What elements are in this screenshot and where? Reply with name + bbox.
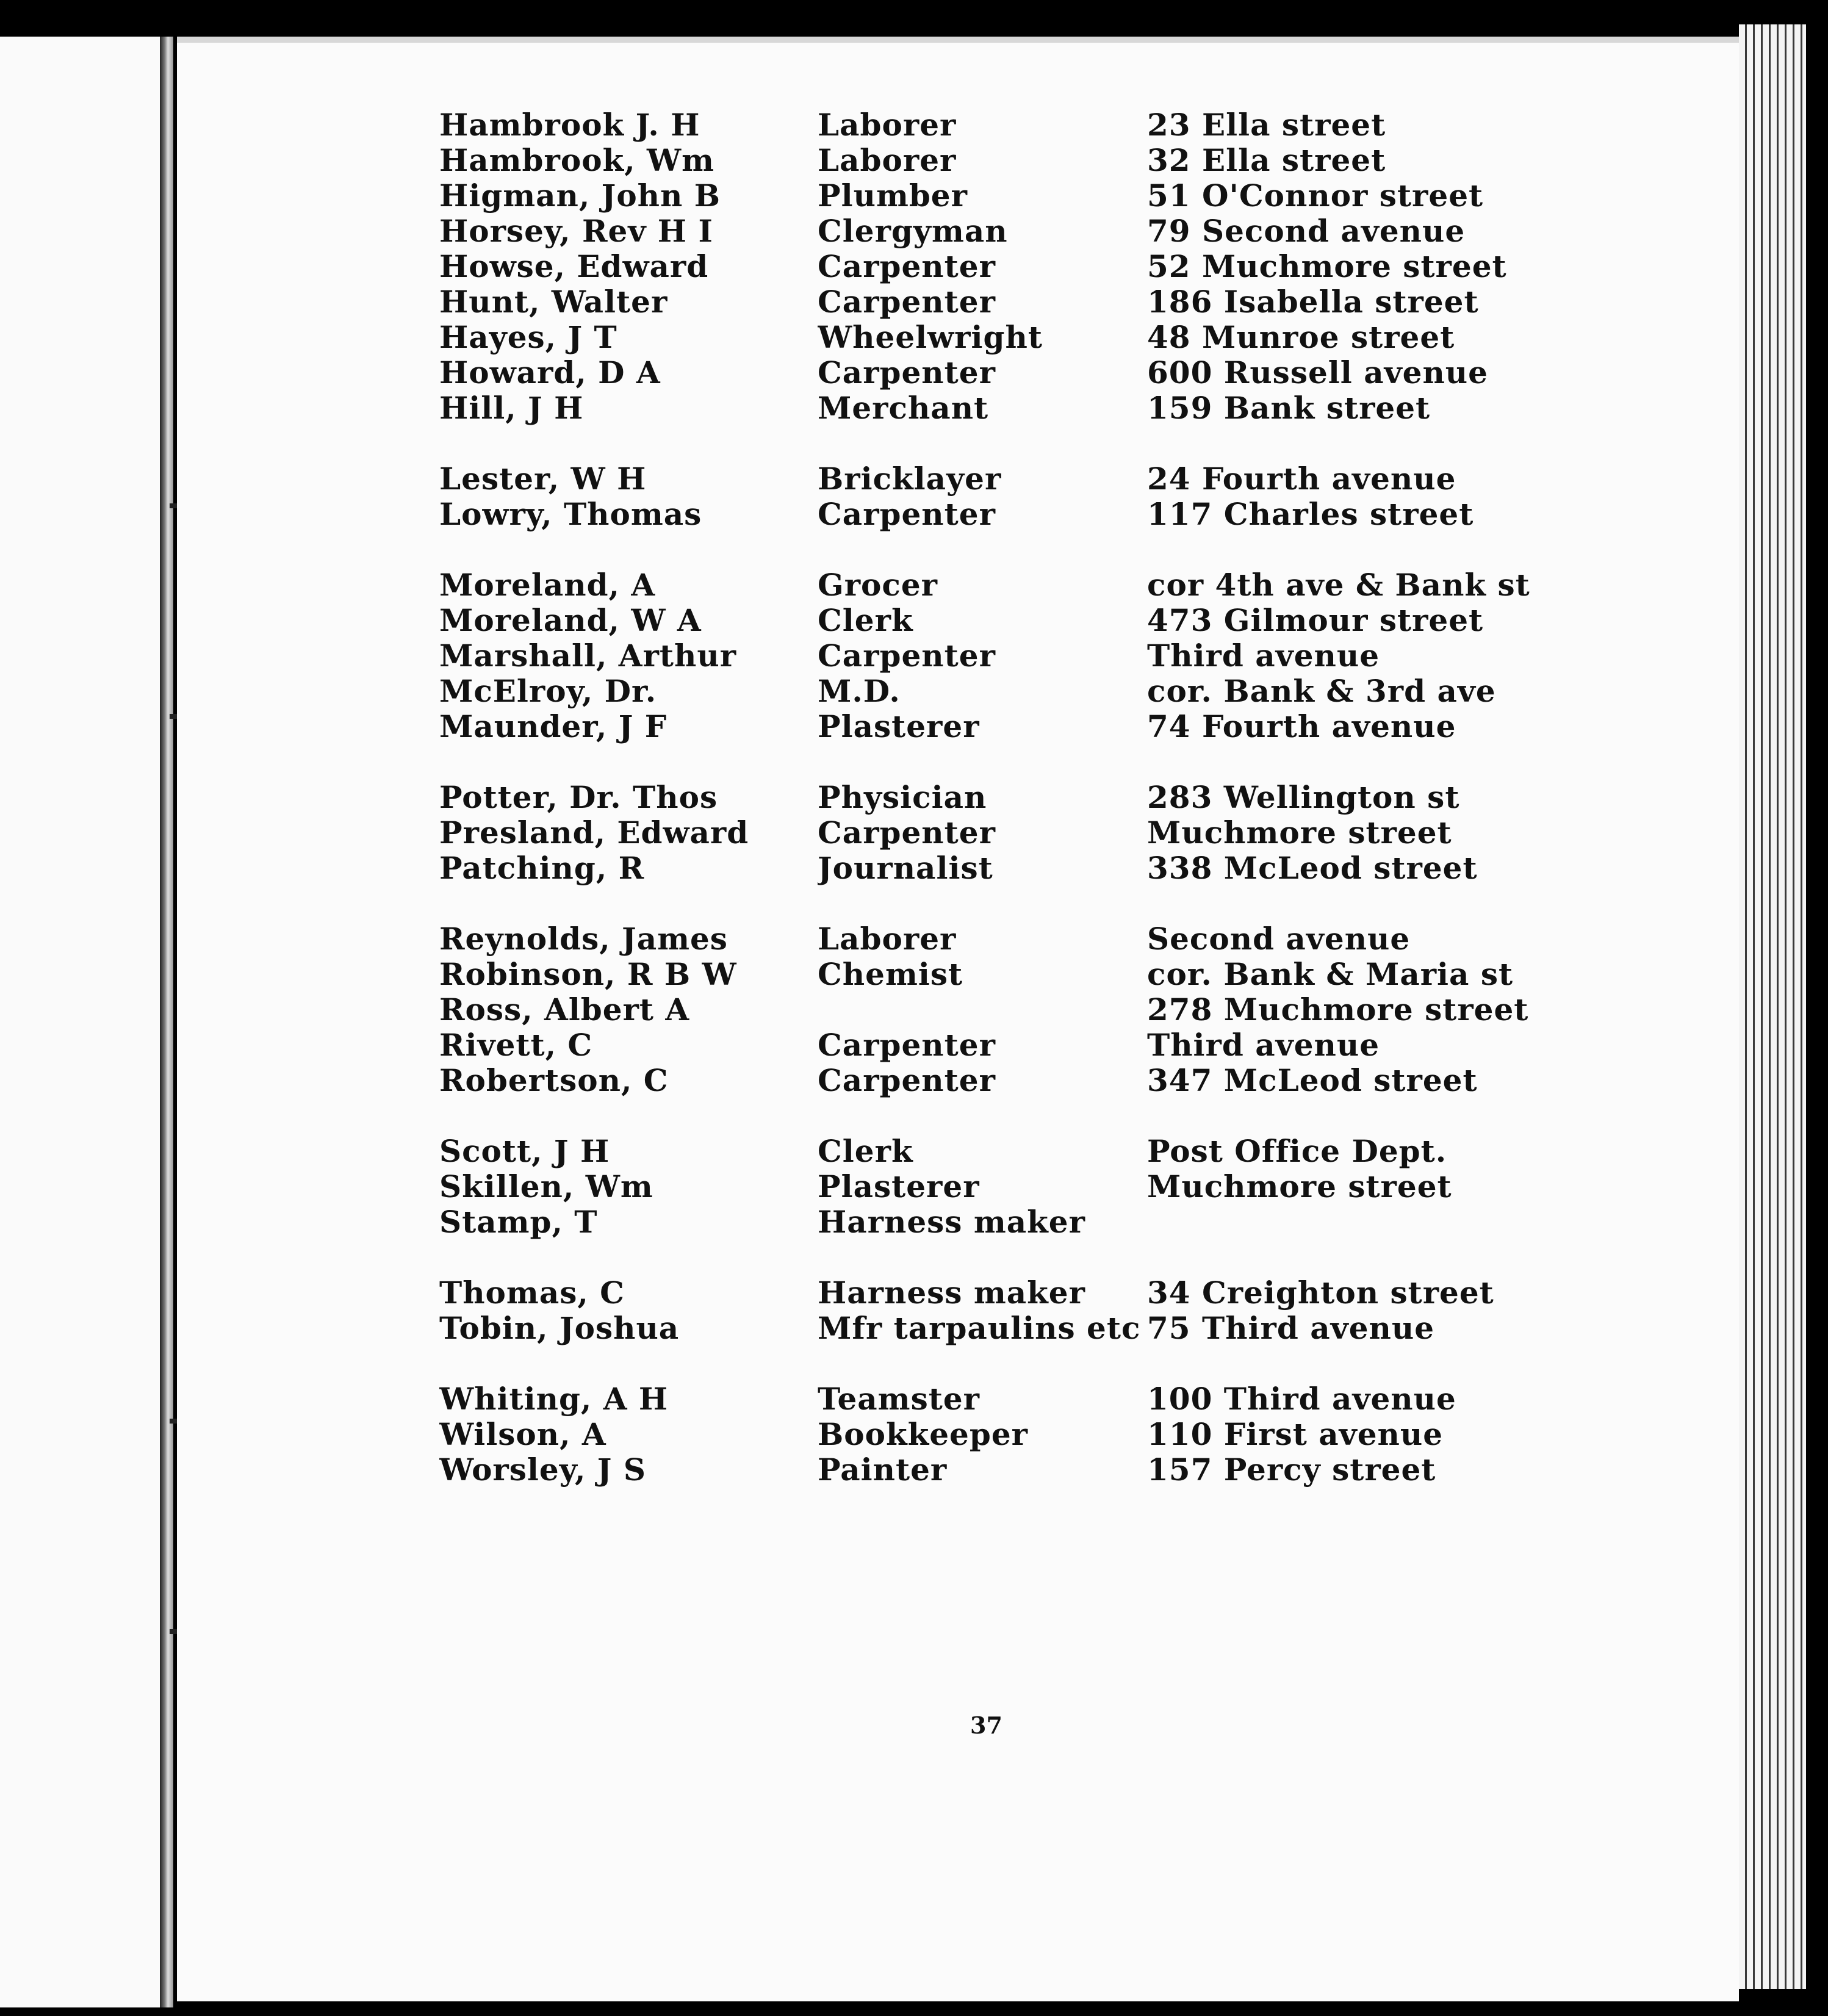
entry-name: Skillen, Wm [439, 1168, 653, 1204]
directory-entry [439, 815, 1629, 850]
entry-name: Hunt, Walter [439, 283, 668, 320]
entry-occupation: Chemist [818, 956, 963, 992]
entry-address: 600 Russell avenue [1147, 354, 1488, 391]
entry-name: Reynolds, James [439, 920, 728, 957]
directory-entry [439, 779, 1629, 815]
entry-name: Ross, Albert A [439, 991, 690, 1028]
entry-address: 186 Isabella street [1147, 283, 1479, 320]
directory-entry [439, 921, 1629, 956]
entry-address: 110 First avenue [1147, 1416, 1444, 1452]
directory-group [439, 1133, 1629, 1239]
directory-entry [439, 602, 1629, 638]
entry-name: Howse, Edward [439, 248, 709, 284]
entry-address: 75 Third avenue [1147, 1309, 1435, 1346]
entry-address: 79 Second avenue [1147, 212, 1466, 249]
directory-entry [439, 992, 1629, 1027]
directory-entry [439, 956, 1629, 992]
directory-entry [439, 1204, 1629, 1239]
directory-entry [439, 213, 1629, 248]
directory-entry [439, 1381, 1629, 1416]
directory-group [439, 921, 1629, 1098]
entry-address: 159 Bank street [1147, 389, 1431, 426]
entry-name: Howard, D A [439, 354, 661, 391]
entry-address: 24 Fourth avenue [1147, 460, 1456, 497]
entry-occupation: Clergyman [818, 212, 1008, 249]
entry-occupation: Merchant [818, 389, 989, 426]
entry-address: 34 Creighton street [1147, 1274, 1494, 1311]
directory-entry [439, 178, 1629, 213]
entry-address: 32 Ella street [1147, 142, 1386, 178]
directory-entry [439, 1133, 1629, 1168]
directory-entry [439, 107, 1629, 142]
directory-entry [439, 567, 1629, 602]
entry-occupation: Teamster [818, 1380, 980, 1417]
entry-address: 338 McLeod street [1147, 849, 1478, 886]
entry-occupation: Bookkeeper [818, 1416, 1028, 1452]
entry-occupation: Journalist [818, 849, 993, 886]
directory-entry [439, 1062, 1629, 1098]
entry-address: 51 O'Connor street [1147, 177, 1484, 214]
entry-occupation: Harness maker [818, 1203, 1085, 1240]
directory-group [439, 1275, 1629, 1345]
directory-group [439, 779, 1629, 885]
entry-name: Hambrook, Wm [439, 142, 715, 178]
directory-entry [439, 319, 1629, 355]
entry-occupation: Bricklayer [818, 460, 1002, 497]
entry-address: 473 Gilmour street [1147, 602, 1484, 638]
entry-address: 23 Ella street [1147, 106, 1386, 143]
entry-address: Muchmore street [1147, 1168, 1452, 1204]
page-stack-edges [1739, 24, 1806, 1989]
entry-address: 278 Muchmore street [1147, 991, 1529, 1028]
entry-name: Wilson, A [439, 1416, 606, 1452]
directory-group [439, 1381, 1629, 1487]
directory-entry [439, 638, 1629, 673]
entry-occupation: Harness maker [818, 1274, 1085, 1311]
directory-group [439, 567, 1629, 744]
entry-occupation: Carpenter [818, 248, 996, 284]
entry-address: cor 4th ave & Bank st [1147, 566, 1530, 603]
entry-address: Third avenue [1147, 637, 1380, 674]
entry-address: Post Office Dept. [1147, 1132, 1447, 1169]
entry-occupation: Carpenter [818, 814, 996, 851]
directory-entry [439, 1416, 1629, 1452]
entry-name: Hill, J H [439, 389, 584, 426]
entry-occupation: Laborer [818, 142, 957, 178]
entry-name: Maunder, J F [439, 708, 668, 744]
directory-entry [439, 248, 1629, 284]
entry-occupation: Carpenter [818, 637, 996, 674]
entry-name: Worsley, J S [439, 1451, 646, 1488]
entry-occupation: Wheelwright [818, 319, 1043, 355]
entry-occupation: Painter [818, 1451, 948, 1488]
entry-name: Thomas, C [439, 1274, 625, 1311]
entry-name: Scott, J H [439, 1132, 610, 1169]
entry-address: 283 Wellington st [1147, 779, 1460, 815]
entry-address: cor. Bank & Maria st [1147, 956, 1514, 992]
directory-group [439, 107, 1629, 425]
entry-occupation: Carpenter [818, 1026, 996, 1063]
entry-occupation: Laborer [818, 106, 957, 143]
entry-occupation: M.D. [818, 672, 901, 709]
entry-name: Tobin, Joshua [439, 1309, 680, 1346]
entry-name: Moreland, W A [439, 602, 702, 638]
entry-name: Rivett, C [439, 1026, 593, 1063]
directory-entry [439, 708, 1629, 744]
entry-name: Whiting, A H [439, 1380, 669, 1417]
entry-occupation: Carpenter [818, 283, 996, 320]
directory-entry [439, 461, 1629, 496]
directory-entry [439, 673, 1629, 708]
directory-entry [439, 355, 1629, 390]
entry-address: cor. Bank & 3rd ave [1147, 672, 1496, 709]
entry-name: Lester, W H [439, 460, 647, 497]
entry-name: Robinson, R B W [439, 956, 737, 992]
entry-name: Hayes, J T [439, 319, 617, 355]
page-number: 37 [970, 1712, 1002, 1739]
directory-entry [439, 142, 1629, 178]
entry-name: Hambrook J. H [439, 106, 700, 143]
directory-group [439, 461, 1629, 531]
entry-name: Potter, Dr. Thos [439, 779, 718, 815]
book-spine [160, 37, 173, 2007]
entry-occupation: Plumber [818, 177, 968, 214]
entry-occupation: Clerk [818, 602, 913, 638]
entry-occupation: Mfr tarpaulins etc [818, 1309, 1141, 1346]
entry-address: Third avenue [1147, 1026, 1380, 1063]
entry-name: Higman, John B [439, 177, 721, 214]
entry-occupation: Carpenter [818, 1062, 996, 1098]
entry-name: Stamp, T [439, 1203, 598, 1240]
entry-name: Presland, Edward [439, 814, 749, 851]
facing-page-edge [0, 37, 168, 2007]
directory-entry [439, 390, 1629, 425]
entry-address: 157 Percy street [1147, 1451, 1436, 1488]
entry-name: Robertson, C [439, 1062, 669, 1098]
directory-entry [439, 1310, 1629, 1345]
entry-occupation: Carpenter [818, 354, 996, 391]
entry-occupation: Grocer [818, 566, 938, 603]
entry-address: Muchmore street [1147, 814, 1452, 851]
entry-name: Marshall, Arthur [439, 637, 737, 674]
entry-name: McElroy, Dr. [439, 672, 657, 709]
directory-entry [439, 1168, 1629, 1204]
entry-occupation: Physician [818, 779, 987, 815]
entry-address: 74 Fourth avenue [1147, 708, 1456, 744]
entry-address: 52 Muchmore street [1147, 248, 1507, 284]
entry-occupation: Clerk [818, 1132, 913, 1169]
directory-entry [439, 284, 1629, 319]
entry-name: Patching, R [439, 849, 645, 886]
directory-entry [439, 1027, 1629, 1062]
entry-name: Horsey, Rev H I [439, 212, 713, 249]
entry-address: Second avenue [1147, 920, 1411, 957]
directory-listing [439, 107, 1629, 1522]
directory-entry [439, 496, 1629, 531]
entry-address: 347 McLeod street [1147, 1062, 1478, 1098]
entry-occupation: Plasterer [818, 708, 980, 744]
entry-address: 117 Charles street [1147, 495, 1474, 532]
directory-entry [439, 1452, 1629, 1487]
directory-entry [439, 1275, 1629, 1310]
entry-occupation: Laborer [818, 920, 957, 957]
entry-address: 48 Munroe street [1147, 319, 1455, 355]
entry-occupation: Plasterer [818, 1168, 980, 1204]
entry-occupation: Carpenter [818, 495, 996, 532]
directory-entry [439, 850, 1629, 885]
entry-address: 100 Third avenue [1147, 1380, 1456, 1417]
entry-name: Lowry, Thomas [439, 495, 702, 532]
entry-name: Moreland, A [439, 566, 656, 603]
